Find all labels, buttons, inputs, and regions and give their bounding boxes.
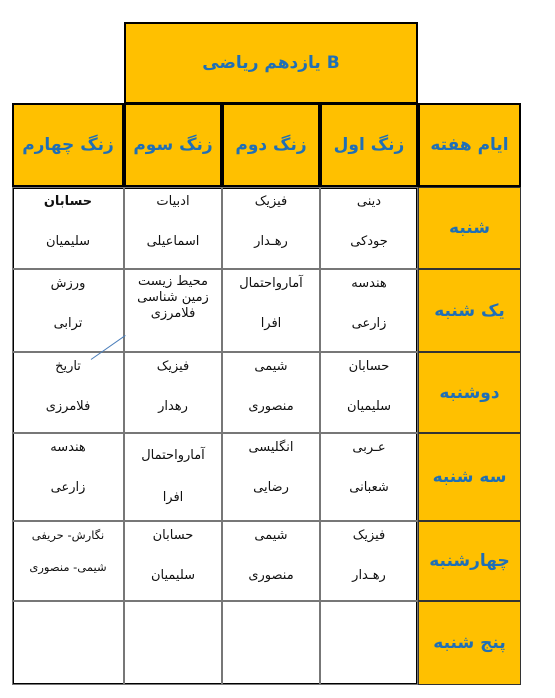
teacher: رضایی xyxy=(253,480,289,495)
teacher: ترابی xyxy=(53,316,83,331)
cell-sat-bell3 xyxy=(124,187,222,269)
subject: ادبیات xyxy=(156,194,190,209)
teacher: رهـدار xyxy=(352,568,386,583)
cell-sat-bell4 xyxy=(12,187,124,269)
subject: فیزیک xyxy=(352,528,386,543)
cell-tue-bell1 xyxy=(320,433,418,521)
header-bell-4: زنگ چهارم xyxy=(12,103,124,187)
teacher: سلیمیان xyxy=(346,399,392,414)
subject: نگارش- حریفی xyxy=(31,528,105,542)
subject: حسابان xyxy=(152,528,194,543)
subject-line-1: محیط زیست xyxy=(137,274,208,289)
day-monday: دوشنبه xyxy=(418,352,521,433)
day-thursday: پنج شنبه xyxy=(418,601,521,685)
header-bell-2: زنگ دوم xyxy=(222,103,320,187)
teacher: منصوری xyxy=(248,568,294,583)
subject: حسابان xyxy=(348,359,390,374)
subject: فیزیک xyxy=(156,359,190,374)
cell-tue-bell2 xyxy=(222,433,320,521)
teacher: رهدار xyxy=(158,399,188,414)
teacher: افرا xyxy=(162,490,184,505)
subject-line-2: زمین شناسی xyxy=(137,290,209,305)
cell-wed-bell2 xyxy=(222,521,320,601)
teacher: جودکی xyxy=(350,234,388,249)
header-bell-3: زنگ سوم xyxy=(124,103,222,187)
cell-wed-bell3 xyxy=(124,521,222,601)
subject: حسابان xyxy=(43,194,93,209)
teacher: افرا xyxy=(260,316,282,331)
teacher: زارعی xyxy=(351,316,387,331)
teacher: اسماعیلی xyxy=(146,234,200,249)
cell-mon-bell3 xyxy=(124,352,222,433)
cell-thu-bell1 xyxy=(320,601,418,685)
subject: آمارواحتمال xyxy=(141,448,205,463)
cell-tue-bell4 xyxy=(12,433,124,521)
cell-thu-bell2 xyxy=(222,601,320,685)
cell-tue-bell3 xyxy=(124,433,222,521)
cell-sat-bell2 xyxy=(222,187,320,269)
day-tuesday: سه شنبه xyxy=(418,433,521,521)
cell-wed-bell4 xyxy=(12,521,124,601)
cell-sat-bell1 xyxy=(320,187,418,269)
cell-sun-bell2 xyxy=(222,269,320,352)
cell-thu-bell4 xyxy=(12,601,124,685)
teacher: سلیمیان xyxy=(150,568,196,583)
teacher: شیمی- منصوری xyxy=(29,560,107,574)
subject: ورزش xyxy=(50,276,86,291)
cell-sun-bell1 xyxy=(320,269,418,352)
header-bell-1: زنگ اول xyxy=(320,103,418,187)
subject: تاریخ xyxy=(55,359,81,374)
cell-mon-bell1 xyxy=(320,352,418,433)
teacher: سلیمیان xyxy=(45,234,91,249)
cell-sun-bell3 xyxy=(124,269,222,352)
subject: آمارواحتمال xyxy=(239,276,303,291)
subject: هندسه xyxy=(351,276,387,291)
subject: عـربی xyxy=(352,440,386,455)
cell-thu-bell3 xyxy=(124,601,222,685)
header-days: ایام هفته xyxy=(418,103,521,187)
teacher: فلامرزی xyxy=(45,399,91,414)
subject: دینی xyxy=(356,194,382,209)
subject: فیزیک xyxy=(254,194,288,209)
day-sunday: یک شنبه xyxy=(418,269,521,352)
subject: انگلیسی xyxy=(248,440,294,455)
teacher: شعبانی xyxy=(349,480,389,495)
day-wednesday: چهارشنبه xyxy=(418,521,521,601)
cell-mon-bell2 xyxy=(222,352,320,433)
teacher: رهـدار xyxy=(254,234,288,249)
cell-mon-bell4 xyxy=(12,352,124,433)
teacher: فلامرزی xyxy=(150,306,196,321)
day-saturday: شنبه xyxy=(418,187,521,269)
teacher: زارعی xyxy=(50,480,86,495)
cell-sun-bell4 xyxy=(12,269,124,352)
subject: شیمی xyxy=(254,359,288,374)
cell-wed-bell1 xyxy=(320,521,418,601)
subject: هندسه xyxy=(50,440,86,455)
subject: شیمی xyxy=(254,528,288,543)
teacher: منصوری xyxy=(248,399,294,414)
schedule-title: یازدهم ریاضی B xyxy=(124,22,418,104)
